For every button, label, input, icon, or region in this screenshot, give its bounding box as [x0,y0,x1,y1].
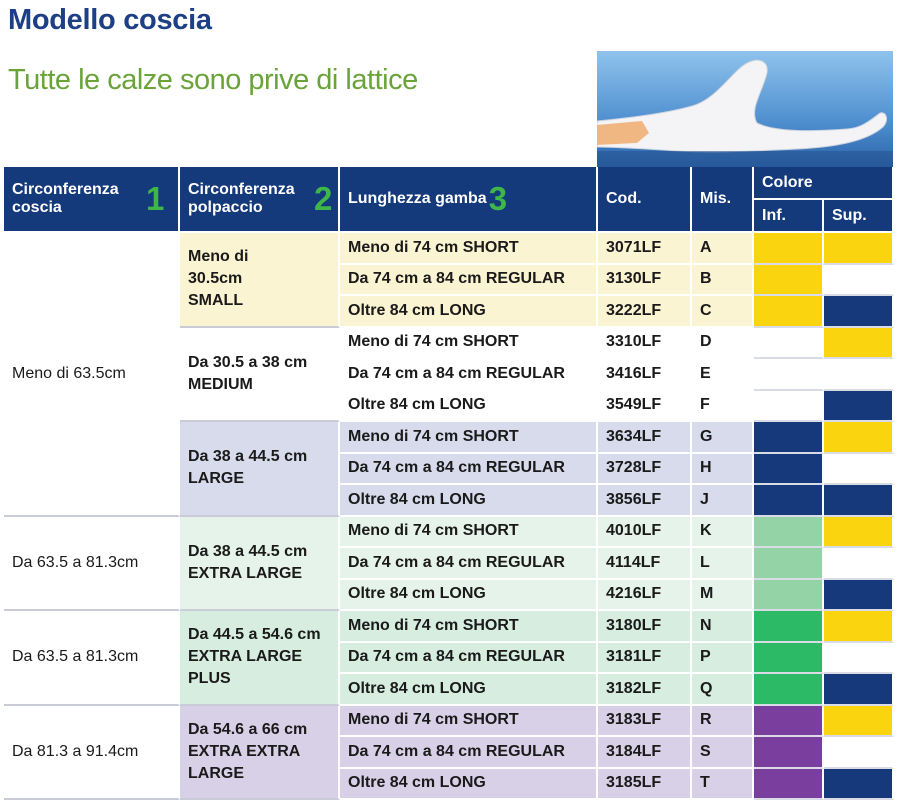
color-inf-swatch [754,265,824,297]
code-label: 3549LF [606,396,662,414]
length-label: Oltre 84 cm LONG [348,585,486,603]
size-label: H [700,459,712,477]
calf-group-line: SMALL [188,292,244,310]
header-color-inf [754,200,824,233]
code-label: 3310LF [606,333,662,351]
calf-group-line: 30.5cm [188,270,243,288]
page-subtitle: Tutte le calze sono prive di lattice [8,64,418,96]
code-cell [598,328,692,360]
header-size-label: Mis. [700,190,732,207]
color-sup-swatch [824,265,894,297]
code-label: 3728LF [606,459,662,477]
color-inf-swatch [754,296,824,328]
size-cell [692,454,754,486]
size-cell [692,296,754,328]
stocking-photo [597,51,893,168]
header-color-label: Colore [762,173,813,191]
size-label: J [700,490,709,508]
calf-group-cell [180,233,340,328]
length-cell [340,391,598,423]
code-label: 3222LF [606,301,662,319]
header-color-inf-label: Inf. [762,206,786,224]
calf-group-line: Da 38 a 44.5 cm [188,448,308,466]
code-cell [598,643,692,675]
color-sup-swatch [824,328,894,360]
color-sup-swatch [824,769,894,801]
header-thigh-label: Circonferenza coscia [12,181,119,216]
size-cell [692,485,754,517]
calf-group-label [188,352,307,396]
size-label: A [700,238,712,256]
code-cell [598,233,692,265]
size-cell [692,422,754,454]
thigh-group-label: Da 63.5 a 81.3cm [12,648,139,666]
length-cell [340,769,598,801]
code-cell [598,737,692,769]
code-cell [598,517,692,549]
length-label: Da 74 cm a 84 cm REGULAR [348,742,565,760]
code-label: 3182LF [606,679,662,697]
size-label: K [700,522,712,540]
color-sup-swatch [824,296,894,328]
calf-group-line: LARGE [188,470,244,488]
code-label: 3130LF [606,270,662,288]
calf-group-cell [180,517,340,612]
size-label: T [700,774,710,792]
size-label: N [700,616,712,634]
size-label: F [700,396,710,414]
code-label: 4216LF [606,585,662,603]
code-cell [598,706,692,738]
size-label: E [700,364,711,382]
color-sup-swatch [824,233,894,265]
header-length-number: 3 [488,180,508,217]
calf-group-label [188,541,307,585]
code-label: 3183LF [606,711,662,729]
calf-group-line: EXTRA LARGE [188,564,303,582]
code-cell [598,391,692,423]
color-inf-swatch [754,737,824,769]
size-cell [692,517,754,549]
length-label: Da 74 cm a 84 cm REGULAR [348,459,565,477]
length-label: Oltre 84 cm LONG [348,774,486,792]
size-cell [692,706,754,738]
calf-group-label [188,719,307,785]
color-inf-swatch [754,548,824,580]
calf-group-line: Meno di [188,248,249,266]
length-cell [340,611,598,643]
color-sup-swatch [824,737,894,769]
color-sup-swatch [824,454,894,486]
length-cell [340,296,598,328]
code-cell [598,548,692,580]
thigh-group-label: Da 63.5 a 81.3cm [12,553,139,571]
size-label: R [700,711,712,729]
code-label: 3071LF [606,238,662,256]
header-length [340,167,598,233]
length-label: Oltre 84 cm LONG [348,490,486,508]
size-cell [692,233,754,265]
thigh-group-cell [4,233,180,517]
calf-group-cell [180,706,340,801]
header-calf-number: 2 [314,180,333,217]
length-label: Meno di 74 cm SHORT [348,427,519,445]
calf-group-label [188,624,321,690]
size-cell [692,580,754,612]
size-cell [692,643,754,675]
length-label: Oltre 84 cm LONG [348,396,486,414]
calf-group-line: Da 38 a 44.5 cm [188,542,308,560]
length-cell [340,548,598,580]
color-sup-swatch [824,391,894,423]
size-label: S [700,742,711,760]
length-label: Meno di 74 cm SHORT [348,616,519,634]
length-cell [340,674,598,706]
code-label: 3185LF [606,774,662,792]
calf-group-label [188,446,307,490]
header-color [754,167,894,200]
page-title: Modello coscia [8,4,212,36]
code-label: 3856LF [606,490,662,508]
calf-group-cell [180,611,340,706]
color-sup-swatch [824,548,894,580]
thigh-group-label: Meno di 63.5cm [12,364,126,382]
code-cell [598,769,692,801]
code-cell [598,485,692,517]
size-cell [692,737,754,769]
length-label: Da 74 cm a 84 cm REGULAR [348,648,565,666]
calf-group-line: MEDIUM [188,375,253,393]
length-cell [340,454,598,486]
color-inf-swatch [754,233,824,265]
color-inf-swatch [754,706,824,738]
color-inf-swatch [754,643,824,675]
color-sup-swatch [824,359,894,391]
length-cell [340,265,598,297]
size-label: B [700,270,712,288]
size-label: C [700,301,712,319]
size-label: P [700,648,711,666]
size-cell [692,769,754,801]
length-label: Oltre 84 cm LONG [348,301,486,319]
code-cell [598,580,692,612]
color-sup-swatch [824,422,894,454]
calf-group-line: EXTRA LARGE [188,648,303,666]
color-sup-swatch [824,485,894,517]
color-sup-swatch [824,611,894,643]
header-thigh [4,167,180,233]
code-cell [598,265,692,297]
color-sup-swatch [824,643,894,675]
header-calf-label: Circonferenza polpaccio [188,181,295,216]
calf-group-label [188,246,248,312]
code-label: 3181LF [606,648,662,666]
calf-group-line: Da 30.5 a 38 cm [188,353,308,371]
color-sup-swatch [824,580,894,612]
calf-group-line: Da 54.6 a 66 cm [188,720,308,738]
color-inf-swatch [754,611,824,643]
code-cell [598,454,692,486]
header-thigh-number: 1 [146,180,165,217]
size-cell [692,328,754,360]
color-inf-swatch [754,422,824,454]
size-cell [692,611,754,643]
calf-group-cell [180,422,340,517]
length-cell [340,580,598,612]
color-inf-swatch [754,391,824,423]
code-cell [598,359,692,391]
color-sup-swatch [824,674,894,706]
header-color-sup-label: Sup. [832,206,867,224]
size-table [4,167,894,802]
size-label: G [700,427,713,445]
code-label: 3180LF [606,616,662,634]
length-cell [340,706,598,738]
size-label: D [700,333,712,351]
length-cell [340,485,598,517]
length-label: Meno di 74 cm SHORT [348,522,519,540]
code-label: 3416LF [606,364,662,382]
header-code-label: Cod. [606,190,642,207]
length-label: Da 74 cm a 84 cm REGULAR [348,553,565,571]
code-cell [598,422,692,454]
size-label: Q [700,679,713,697]
size-cell [692,548,754,580]
code-cell [598,674,692,706]
calf-group-line: EXTRA EXTRA [188,742,301,760]
calf-group-line: Da 44.5 a 54.6 cm [188,626,321,644]
length-label: Da 74 cm a 84 cm REGULAR [348,364,565,382]
code-cell [598,611,692,643]
length-cell [340,517,598,549]
length-label: Meno di 74 cm SHORT [348,238,519,256]
size-label: M [700,585,714,603]
color-inf-swatch [754,328,824,360]
length-cell [340,737,598,769]
header-calf [180,167,340,233]
color-inf-swatch [754,769,824,801]
header-size [692,167,754,233]
calf-group-line: LARGE [188,764,244,782]
calf-group-line: PLUS [188,670,231,688]
color-sup-swatch [824,706,894,738]
header-code [598,167,692,233]
header-length-label: Lunghezza gamba [348,190,487,207]
code-label: 3634LF [606,427,662,445]
length-cell [340,422,598,454]
length-cell [340,233,598,265]
thigh-group-label: Da 81.3 a 91.4cm [12,742,139,760]
length-label: Meno di 74 cm SHORT [348,711,519,729]
thigh-group-cell [4,706,180,801]
color-inf-swatch [754,580,824,612]
color-sup-swatch [824,517,894,549]
length-label: Da 74 cm a 84 cm REGULAR [348,270,565,288]
length-cell [340,643,598,675]
thigh-group-cell [4,611,180,706]
size-cell [692,265,754,297]
code-cell [598,296,692,328]
thigh-group-cell [4,517,180,612]
color-inf-swatch [754,454,824,486]
color-inf-swatch [754,485,824,517]
length-cell [340,328,598,360]
size-cell [692,359,754,391]
size-label: L [700,553,710,571]
length-label: Meno di 74 cm SHORT [348,333,519,351]
color-inf-swatch [754,359,824,391]
length-label: Oltre 84 cm LONG [348,679,486,697]
size-cell [692,674,754,706]
length-cell [340,359,598,391]
code-label: 4114LF [606,553,661,571]
header-color-sup [824,200,894,233]
calf-group-cell [180,328,340,423]
color-inf-swatch [754,517,824,549]
code-label: 3184LF [606,742,662,760]
size-cell [692,391,754,423]
color-inf-swatch [754,674,824,706]
code-label: 4010LF [606,522,662,540]
